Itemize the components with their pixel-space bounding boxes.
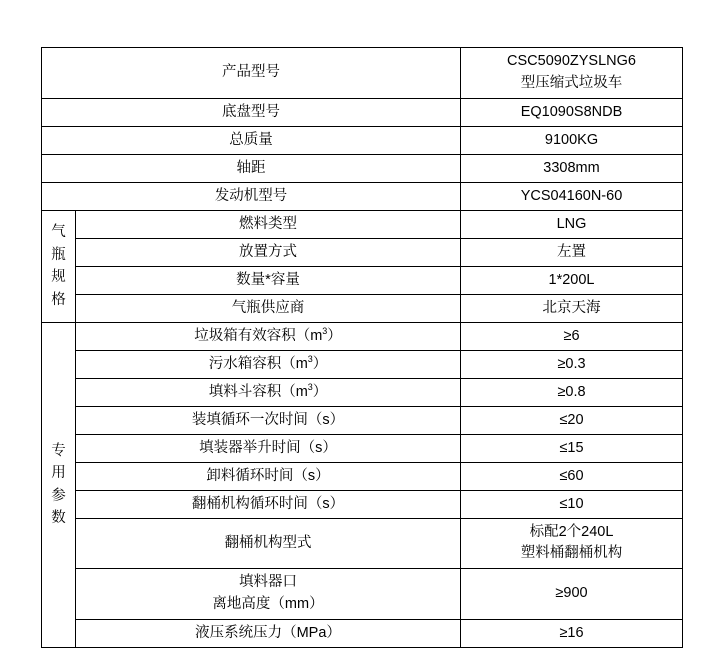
group-header-special-parameters xyxy=(42,322,76,647)
row-value: ≤15 xyxy=(461,434,683,462)
group-label-char: 格 xyxy=(51,291,66,308)
row-label: 装填循环一次时间（s） xyxy=(76,406,461,434)
group-label-char: 气 xyxy=(51,224,66,241)
row-value: EQ1090S8NDB xyxy=(461,98,683,126)
row-label: 翻桶机构型式 xyxy=(76,518,461,569)
row-label xyxy=(76,378,461,406)
table-row xyxy=(42,210,683,238)
group-label-char: 参 xyxy=(51,487,66,504)
row-value-line: 塑料桶翻桶机构 xyxy=(520,545,623,562)
group-label-char: 数 xyxy=(51,510,66,527)
row-label: 卸料循环时间（s） xyxy=(76,462,461,490)
row-label-superscript: 3 xyxy=(322,325,328,336)
row-value: 1*200L xyxy=(461,266,683,294)
table-row xyxy=(42,490,683,518)
row-label-text-post: ） xyxy=(327,327,342,344)
row-value-line: CSC5090ZYSLNG6 xyxy=(507,53,636,69)
row-label xyxy=(76,569,461,620)
table-row xyxy=(42,462,683,490)
row-value: ≤10 xyxy=(461,490,683,518)
row-value: 9100KG xyxy=(461,126,683,154)
row-value: LNG xyxy=(461,210,683,238)
table-row xyxy=(42,518,683,569)
row-label: 总质量 xyxy=(42,126,461,154)
row-label: 燃料类型 xyxy=(76,210,461,238)
row-label-line: 离地高度（mm） xyxy=(212,595,324,612)
row-label-text: 填料斗容积（m xyxy=(208,383,308,400)
row-label-superscript: 3 xyxy=(307,353,313,364)
table-row xyxy=(42,48,683,99)
row-value: ≥6 xyxy=(461,322,683,350)
row-value xyxy=(461,48,683,99)
row-label: 数量*容量 xyxy=(76,266,461,294)
vehicle-spec-table xyxy=(41,47,683,648)
row-value: YCS04160N-60 xyxy=(461,182,683,210)
row-label-text: 垃圾箱有效容积（m xyxy=(194,327,323,344)
row-label-text: 污水箱容积（m xyxy=(208,355,308,372)
row-label xyxy=(76,322,461,350)
row-label: 放置方式 xyxy=(76,238,461,266)
group-label-char: 专 xyxy=(51,442,66,459)
row-label: 底盘型号 xyxy=(42,98,461,126)
table-row xyxy=(42,406,683,434)
spec-sheet xyxy=(41,47,682,648)
table-row xyxy=(42,569,683,620)
row-label: 发动机型号 xyxy=(42,182,461,210)
table-row xyxy=(42,294,683,322)
table-row xyxy=(42,266,683,294)
table-row xyxy=(42,98,683,126)
group-label-char: 瓶 xyxy=(51,246,66,263)
table-row xyxy=(42,322,683,350)
row-value: ≥900 xyxy=(461,569,683,620)
row-label: 轴距 xyxy=(42,154,461,182)
row-value: ≥16 xyxy=(461,619,683,647)
row-label: 翻桶机构循环时间（s） xyxy=(76,490,461,518)
table-row xyxy=(42,154,683,182)
table-row xyxy=(42,434,683,462)
row-value-line: 标配2个240L xyxy=(529,523,614,540)
group-label-char: 规 xyxy=(51,269,66,286)
row-label-text-post: ） xyxy=(312,383,328,400)
row-label-text-post: ） xyxy=(312,355,328,372)
row-value: ≥0.8 xyxy=(461,378,683,406)
row-value: 3308mm xyxy=(461,154,683,182)
row-value-line: 型压缩式垃圾车 xyxy=(520,74,623,91)
table-row xyxy=(42,182,683,210)
row-label: 液压系统压力（MPa） xyxy=(76,619,461,647)
row-label-line: 填料器口 xyxy=(239,574,297,591)
row-value xyxy=(461,518,683,569)
table-row xyxy=(42,350,683,378)
row-label: 填装器举升时间（s） xyxy=(76,434,461,462)
row-label xyxy=(76,350,461,378)
table-row xyxy=(42,238,683,266)
group-label-char: 用 xyxy=(51,465,66,482)
row-value: 左置 xyxy=(461,238,683,266)
table-row xyxy=(42,126,683,154)
row-value: 北京天海 xyxy=(461,294,683,322)
table-row xyxy=(42,619,683,647)
group-header-gas-cylinder xyxy=(42,210,76,322)
row-label: 产品型号 xyxy=(42,48,461,99)
row-label: 气瓶供应商 xyxy=(76,294,461,322)
row-value: ≤20 xyxy=(461,406,683,434)
row-value: ≥0.3 xyxy=(461,350,683,378)
row-value: ≤60 xyxy=(461,462,683,490)
row-label-superscript: 3 xyxy=(307,381,313,392)
table-row xyxy=(42,378,683,406)
